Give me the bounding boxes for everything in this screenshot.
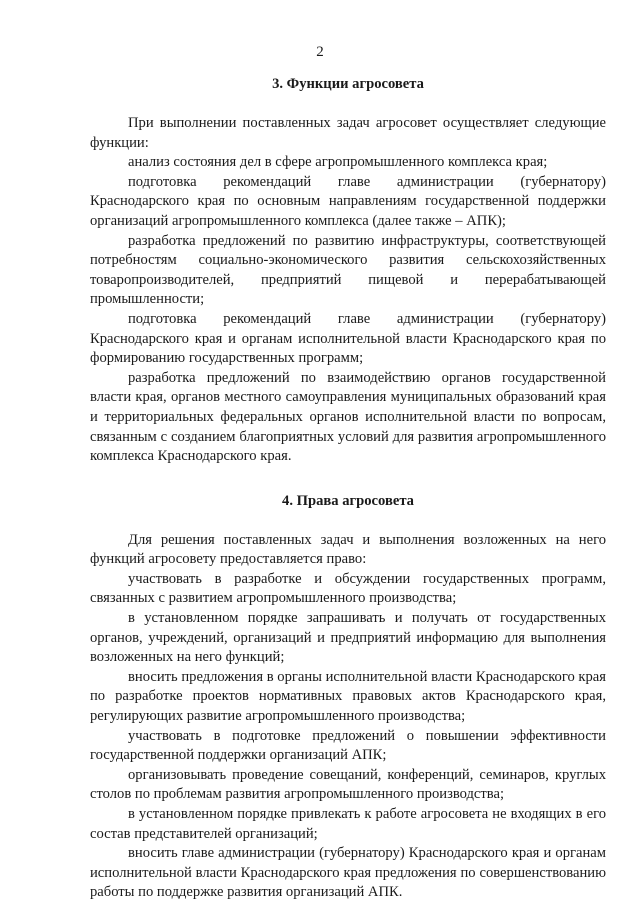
paragraph: Для решения поставленных задач и выполнения возложенных на него функций агросовету предоставляется право: (90, 531, 606, 568)
list-item: подготовка рекомендаций главе администрации (губернатору) Краснодарского края и органам исполнительной власти Краснодарского края по формированию государственных программ; (90, 310, 606, 367)
list-item: анализ состояния дел в сфере агропромышленного комплекса края; (128, 154, 548, 171)
list-item: участвовать в подготовке предложений о повышении эффективности государственной поддержки организаций АПК; (90, 727, 606, 764)
section-title-functions: 3. Функции агросовета (272, 76, 424, 92)
list-item: организовывать проведение совещаний, конференций, семинаров, круглых столов по проблемам развития агропромышленного производства; (90, 766, 606, 803)
list-item: участвовать в разработке и обсуждении государственных программ, связанных с развитием агропромышленного производства; (90, 570, 606, 607)
list-item: в установленном порядке запрашивать и получать от государственных органов, учреждений, организаций и предприятий информацию для выполнения возложенных на него функций; (90, 610, 606, 666)
list-item: в установленном порядке привлекать к работе агросовета не входящих в его состав представителей организаций; (90, 806, 606, 842)
section-functions (90, 74, 606, 467)
list-item: разработка предложений по взаимодействию органов государственной власти края, органов местного самоуправления муниципальных образований края и территориальных федеральных органов исполнительной власти по вопросам, связанным с созданием благоприятных условий для развития агропромышленного комплекса Краснодарского края. (90, 369, 606, 465)
list-item: вносить главе администрации (губернатору) Краснодарского края и органам исполнительной власти Краснодарского края предложения по совершенствованию работы по поддержке развития организаций АПК. (90, 845, 606, 901)
document-body (90, 74, 606, 903)
page-number: 2 (316, 44, 324, 60)
section-title-rights: 4. Права агросовета (282, 492, 414, 509)
section-rights (90, 491, 606, 903)
list-item: вносить предложения в органы исполнительной власти Краснодарского края по разработке проектов нормативных правовых актов Краснодарского края, регулирующих развитие агропромышленного производства; (90, 668, 606, 725)
list-item: подготовка рекомендаций главе администрации (губернатору) Краснодарского края по основным направлениям государственной поддержки организаций агропромышленного комплекса (далее также – АПК); (90, 173, 606, 229)
paragraph: При выполнении поставленных задач агросовет осуществляет следующие функции: (90, 115, 606, 151)
list-item: разработка предложений по развитию инфраструктуры, соответствующей потребностям социально-экономического развития сельскохозяйственных товаропроизводителей, предприятий пищевой и перерабатывающей промышленности; (90, 232, 606, 308)
